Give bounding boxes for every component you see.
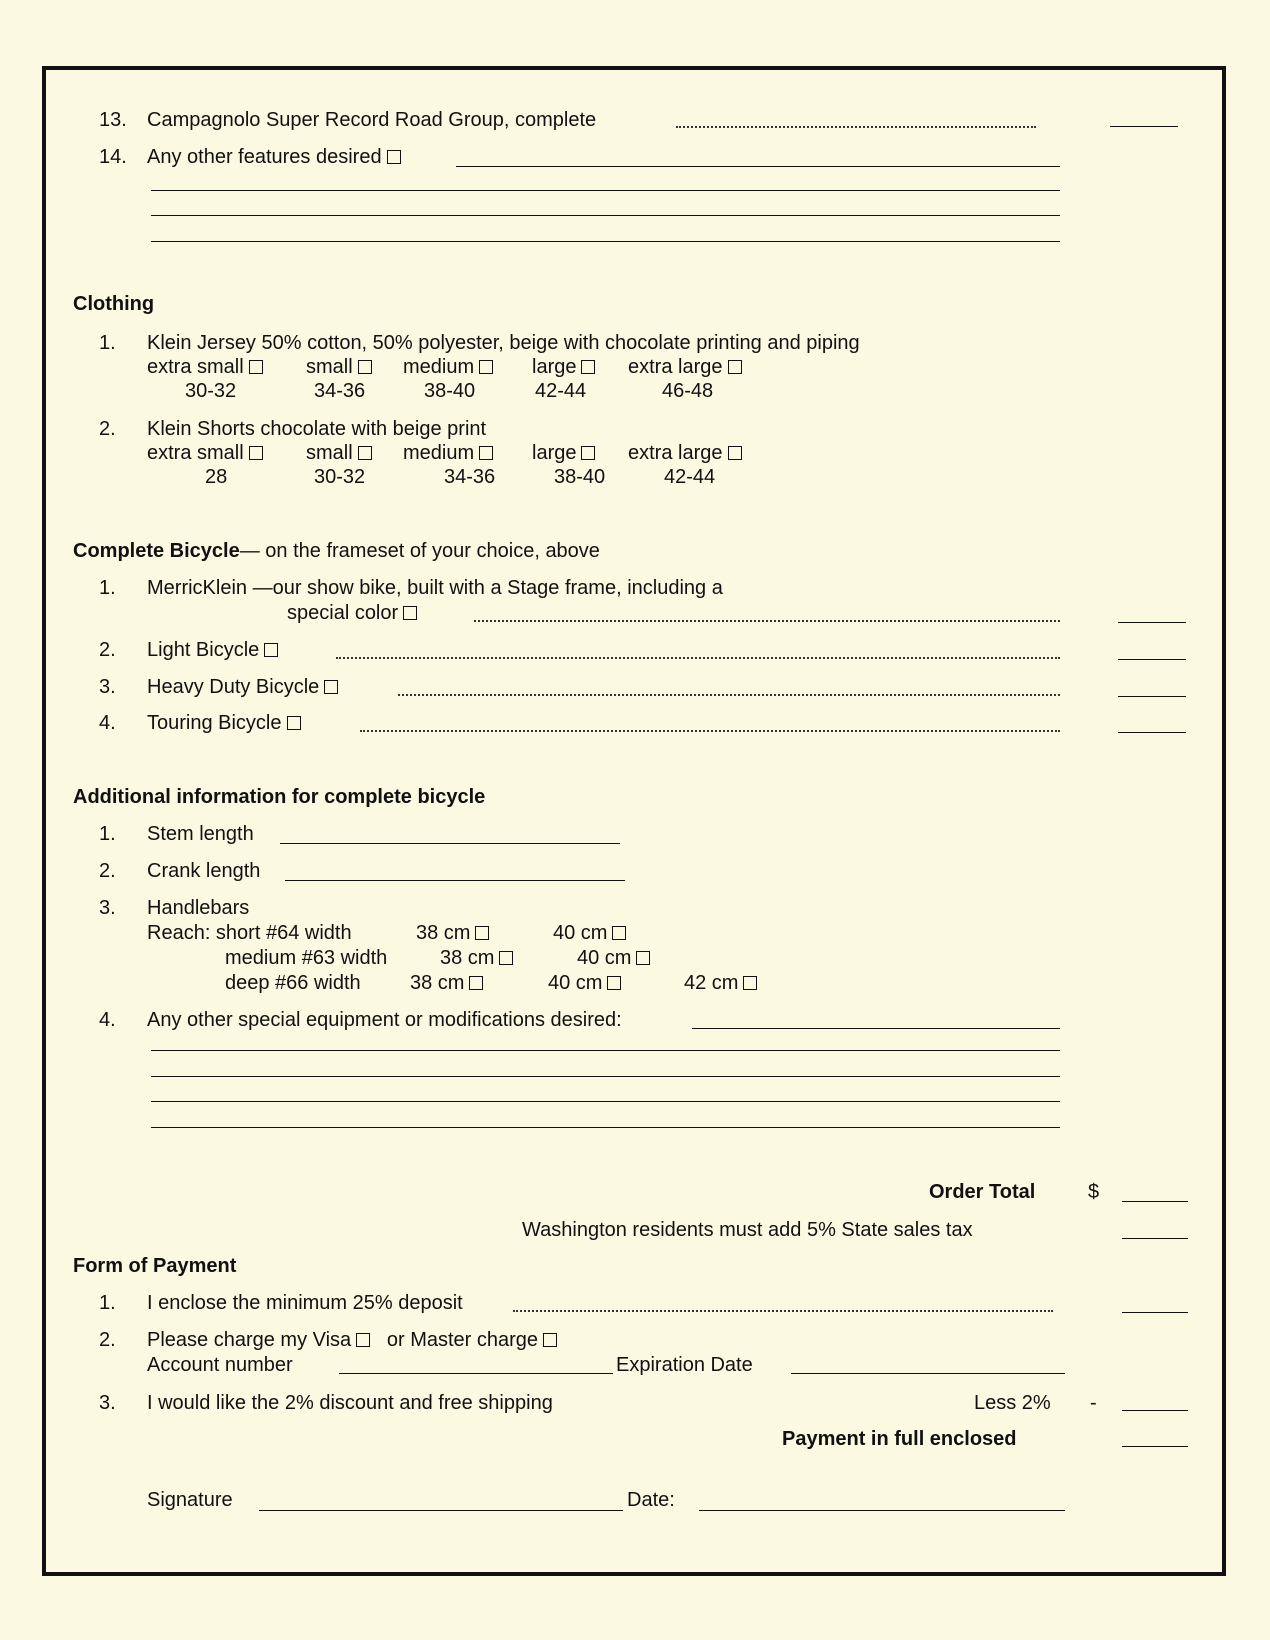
dot-leader [336, 657, 1060, 659]
width-option: 40 cm [548, 971, 621, 995]
checkbox[interactable] [358, 360, 372, 374]
item-number: 3. [99, 676, 116, 698]
item-number: 2. [99, 418, 116, 440]
size-range: 38-40 [424, 380, 476, 402]
size-range: 42-44 [664, 466, 716, 488]
size-range: 34-36 [444, 466, 496, 488]
discount-field[interactable] [1122, 1410, 1188, 1411]
item-number: 2. [99, 1329, 116, 1351]
modifications-line[interactable] [692, 1028, 1060, 1029]
size-option: medium [403, 355, 493, 379]
checkbox[interactable] [728, 360, 742, 374]
checkbox[interactable] [728, 446, 742, 460]
signature-field[interactable] [259, 1510, 623, 1511]
dot-leader [398, 694, 1060, 696]
width-option: 42 cm [684, 971, 757, 995]
account-number-label: Account number [147, 1354, 293, 1376]
size-range: 34-36 [314, 380, 366, 402]
modifications-line[interactable] [151, 1050, 1060, 1051]
size-option: large [532, 355, 595, 379]
checkbox[interactable] [743, 976, 757, 990]
item-number: 14. [99, 146, 127, 168]
sales-tax-field[interactable] [1122, 1238, 1188, 1239]
minus-sign: - [1090, 1392, 1097, 1414]
item-label: I enclose the minimum 25% deposit [147, 1292, 463, 1314]
checkbox[interactable] [358, 446, 372, 460]
account-number-field[interactable] [339, 1373, 613, 1374]
modifications-line[interactable] [151, 1076, 1060, 1077]
size-range: 46-48 [662, 380, 714, 402]
item-label: I would like the 2% discount and free shipping [147, 1392, 553, 1414]
item-number: 1. [99, 1292, 116, 1314]
checkbox[interactable] [249, 446, 263, 460]
size-option: medium [403, 441, 493, 465]
checkbox[interactable] [581, 360, 595, 374]
item-number: 1. [99, 577, 116, 599]
expiration-date-field[interactable] [791, 1373, 1065, 1374]
section-heading: Form of Payment [73, 1255, 237, 1277]
item-number: 4. [99, 712, 116, 734]
size-option: large [532, 441, 595, 465]
currency-symbol: $ [1088, 1181, 1100, 1203]
price-blank[interactable] [1118, 622, 1186, 623]
checkbox[interactable] [607, 976, 621, 990]
order-total-field[interactable] [1122, 1201, 1188, 1202]
payment-full-label: Payment in full enclosed [782, 1428, 1017, 1450]
checkbox[interactable] [581, 446, 595, 460]
size-range: 30-32 [314, 466, 366, 488]
checkbox[interactable] [612, 926, 626, 940]
checkbox[interactable] [479, 360, 493, 374]
dot-leader [513, 1310, 1053, 1312]
checkbox[interactable] [475, 926, 489, 940]
item-label: Touring Bicycle [147, 711, 301, 735]
reach-label: deep #66 width [225, 972, 361, 994]
deposit-field[interactable] [1122, 1312, 1188, 1313]
checkbox[interactable] [469, 976, 483, 990]
price-blank[interactable] [1110, 126, 1178, 127]
less-label: Less 2% [974, 1392, 1051, 1414]
width-option: 40 cm [577, 946, 650, 970]
dot-leader [474, 620, 1060, 622]
checkbox[interactable] [479, 446, 493, 460]
item-label: Campagnolo Super Record Road Group, complete [147, 109, 597, 131]
item-label: Heavy Duty Bicycle [147, 675, 338, 699]
price-blank[interactable] [1118, 696, 1186, 697]
item-number: 1. [99, 332, 116, 354]
dot-leader [676, 126, 1036, 128]
features-line[interactable] [151, 241, 1060, 242]
checkbox[interactable] [403, 606, 417, 620]
checkbox[interactable] [249, 360, 263, 374]
item-number: 2. [99, 639, 116, 661]
size-option: extra small [147, 355, 263, 379]
size-range: 28 [205, 466, 228, 488]
date-field[interactable] [699, 1510, 1065, 1511]
reach-label: medium #63 width [225, 947, 388, 969]
item-number: 13. [99, 109, 127, 131]
modifications-line[interactable] [151, 1127, 1060, 1128]
item-label: Any other special equipment or modifications desired: [147, 1009, 622, 1031]
checkbox[interactable] [499, 951, 513, 965]
item-label: Light Bicycle [147, 638, 278, 662]
price-blank[interactable] [1118, 732, 1186, 733]
size-range: 42-44 [535, 380, 587, 402]
payment-full-field[interactable] [1122, 1446, 1188, 1447]
item-number: 3. [99, 897, 116, 919]
size-option: small [306, 355, 372, 379]
date-label: Date: [627, 1489, 675, 1511]
item-label: Please charge my Visa or Master charge [147, 1328, 557, 1352]
item-label: Stem length [147, 823, 254, 845]
checkbox[interactable] [387, 150, 401, 164]
width-option: 38 cm [440, 946, 513, 970]
expiration-date-label: Expiration Date [616, 1354, 753, 1376]
checkbox[interactable] [264, 643, 278, 657]
checkbox[interactable] [324, 680, 338, 694]
stem-length-field[interactable] [280, 843, 620, 844]
size-range: 38-40 [554, 466, 606, 488]
size-option: extra small [147, 441, 263, 465]
size-range: 30-32 [185, 380, 237, 402]
item-label: special color [287, 601, 417, 625]
checkbox[interactable] [287, 716, 301, 730]
item-label: Klein Jersey 50% cotton, 50% polyester, beige with chocolate printing and piping [147, 332, 860, 354]
item-number: 3. [99, 1392, 116, 1414]
price-blank[interactable] [1118, 659, 1186, 660]
dot-leader [360, 730, 1060, 732]
size-option: small [306, 441, 372, 465]
size-option: extra large [628, 355, 742, 379]
width-option: 38 cm [410, 971, 483, 995]
sales-tax-label: Washington residents must add 5% State sales tax [522, 1219, 973, 1241]
width-option: 38 cm [416, 921, 489, 945]
visa-checkbox[interactable] [356, 1333, 370, 1347]
section-heading: Additional information for complete bicycle [73, 786, 486, 808]
mastercharge-checkbox[interactable] [543, 1333, 557, 1347]
signature-label: Signature [147, 1489, 233, 1511]
section-heading: Complete Bicycle— on the frameset of your choice, above [73, 540, 600, 562]
features-line[interactable] [456, 166, 1060, 167]
item-number: 2. [99, 860, 116, 882]
checkbox[interactable] [636, 951, 650, 965]
reach-label: Reach: short #64 width [147, 922, 352, 944]
section-heading: Clothing [73, 293, 155, 315]
order-total-label: Order Total [929, 1181, 1036, 1203]
width-option: 40 cm [553, 921, 626, 945]
item-number: 4. [99, 1009, 116, 1031]
item-label: Any other features desired [147, 145, 401, 169]
item-label: Handlebars [147, 897, 250, 919]
size-option: extra large [628, 441, 742, 465]
modifications-line[interactable] [151, 1101, 1060, 1102]
features-line[interactable] [151, 215, 1060, 216]
item-label: MerricKlein —our show bike, built with a Stage frame, including a [147, 577, 723, 599]
item-number: 1. [99, 823, 116, 845]
features-line[interactable] [151, 190, 1060, 191]
item-label: Crank length [147, 860, 261, 882]
item-label: Klein Shorts chocolate with beige print [147, 418, 487, 440]
crank-length-field[interactable] [285, 880, 625, 881]
